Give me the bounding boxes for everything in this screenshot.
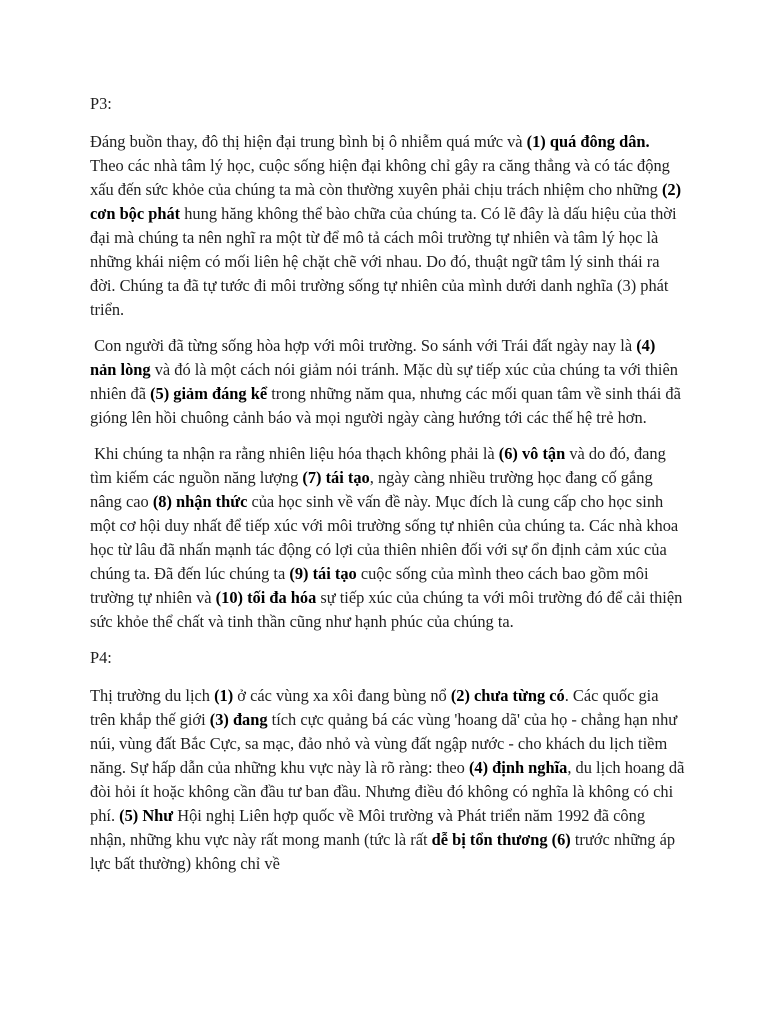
text-run: và do đó, đang tìm kiếm các nguồn năng lượng: [90, 444, 670, 487]
heading-p3: P3:: [90, 94, 112, 113]
text-run: , du lịch hoang dã đòi hỏi ít hoặc không cần đầu tư ban đầu. Nhưng điều đó không có nghĩa là không có chi phí.: [90, 758, 689, 825]
text-run: Con người đã từng sống hòa hợp với môi trường. So sánh với Trái đất ngày nay là: [90, 336, 637, 355]
bold-answer-text: (10) tối đa hóa: [215, 588, 317, 607]
bold-answer-text: (5) giảm đáng kể: [150, 384, 268, 403]
bold-answer-text: (6) vô tận: [498, 444, 566, 463]
paragraph-p3-1: [90, 130, 685, 322]
bold-answer-text: (1): [214, 686, 234, 705]
text-run: trong những năm qua, nhưng các mối quan tâm về sinh thái đã gióng lên hồi chuông cảnh báo và mọi người ngày càng hướng tới các thế hệ trẻ hơn.: [90, 384, 686, 427]
bold-answer-text: (9) tái tạo: [289, 564, 357, 583]
text-run: . Các quốc gia trên khắp thế giới: [90, 686, 663, 729]
document-page: [90, 92, 689, 888]
text-run: hung hăng không thể bào chữa của chúng ta. Có lẽ đây là dấu hiệu của thời đại mà chúng ta nên nghĩ ra một từ để mô tả cách môi trường tự nhiên và tâm lý học là những khái niệm có mối liên hệ chặt chẽ với nhau. Do đó, thuật ngữ tâm lý sinh thái ra đời. Chúng ta đã tự tước đi môi trường sống tự nhiên của mình dưới danh nghĩa (3) phát triển.: [90, 204, 681, 319]
text-run: Theo các nhà tâm lý học, cuộc sống hiện đại không chỉ gây ra căng thẳng và có tác động xấu đến sức khỏe của chúng ta mà còn thường xuyên phải chịu trách nhiệm cho những: [90, 132, 674, 199]
heading-p4: P4:: [90, 648, 112, 667]
text-run: trước những áp lực bất thường) không chỉ về: [90, 830, 680, 873]
text-run: Thị trường du lịch: [90, 686, 215, 705]
bold-answer-text: (3) đang: [209, 710, 268, 729]
text-run: Đáng buồn thay, đô thị hiện đại trung bình bị ô nhiễm quá mức và: [90, 132, 527, 151]
paragraph-p3-2: [90, 334, 685, 430]
text-run: của học sinh về vấn đề này. Mục đích là cung cấp cho học sinh một cơ hội duy nhất để tiếp xúc với môi trường sống tự nhiên của chúng ta. Các nhà khoa học từ lâu đã nhấn mạnh tác động có lợi của thiên nhiên đối với sự ổn định cảm xúc của chúng ta. Đã đến lúc chúng ta: [90, 492, 683, 583]
text-run: cuộc sống của mình theo cách bao gồm môi trường tự nhiên và: [90, 564, 653, 607]
text-run: , ngày càng nhiều trường học đang cố gắng nâng cao: [90, 468, 657, 511]
text-run: Hội nghị Liên hợp quốc về Môi trường và Phát triển năm 1992 đã công nhận, những khu vực này rất mong manh (tức là rất: [90, 806, 650, 849]
text-run: sự tiếp xúc của chúng ta với môi trường đó để cải thiện sức khỏe thể chất và tinh thần cũng như hạnh phúc của chúng ta.: [90, 588, 687, 631]
bold-answer-text: (7) tái tạo: [302, 468, 370, 487]
paragraph-p4-1: [90, 684, 689, 876]
bold-answer-text: (2) cơn bộc phát: [90, 180, 686, 223]
bold-answer-text: (8) nhận thức: [152, 492, 248, 511]
text-run: và đó là một cách nói giảm nói tránh. Mặc dù sự tiếp xúc của chúng ta với thiên nhiên đã: [90, 360, 683, 403]
text-run: ở các vùng xa xôi đang bùng nổ: [233, 686, 451, 705]
bold-answer-text: (4) nản lòng: [90, 336, 660, 379]
text-run: Khi chúng ta nhận ra rằng nhiên liệu hóa thạch không phải là: [90, 444, 499, 463]
bold-answer-text: (4) định nghĩa: [468, 758, 568, 777]
bold-answer-text: (5) Như: [119, 806, 174, 825]
bold-answer-text: (1) quá đông dân.: [526, 132, 650, 151]
paragraph-p3-3: [90, 442, 685, 634]
bold-answer-text: (2) chưa từng có: [450, 686, 565, 705]
bold-answer-text: dễ bị tổn thương (6): [431, 830, 571, 849]
text-run: tích cực quảng bá các vùng 'hoang dã' của họ - chẳng hạn như núi, vùng đất Bắc Cực, sa mạc, đảo nhỏ và vùng đất ngập nước - cho khách du lịch tiềm năng. Sự hấp dẫn của những khu vực này là rõ ràng: theo: [90, 710, 682, 777]
